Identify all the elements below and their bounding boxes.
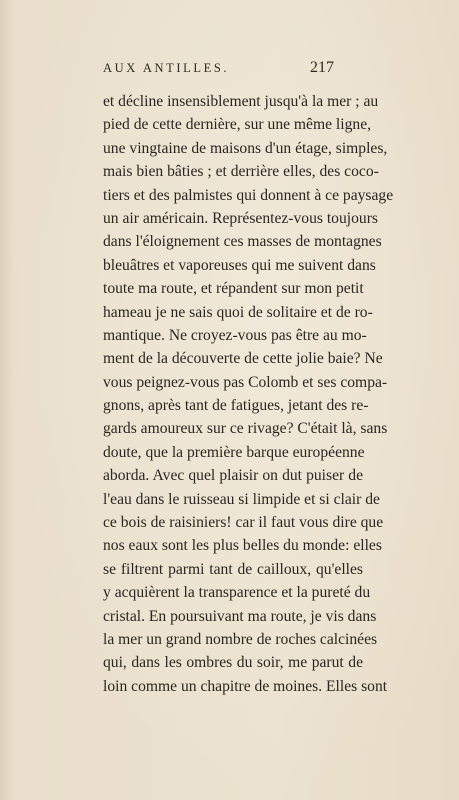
text-line: ment de la découverte de cette jolie baie? Ne: [103, 350, 383, 368]
text-line: loin comme un chapitre de moines. Elles sont: [103, 677, 388, 695]
text-line: nos eaux sont les plus belles du monde: elles: [103, 537, 382, 555]
text-line: mantique. Ne croyez-vous pas être au mo-: [103, 326, 367, 344]
text-line: qui, dans les ombres du soir, me parut de: [103, 654, 363, 672]
text-line: toute ma route, et répandent sur mon petit: [103, 280, 364, 298]
text-line: ce bois de raisiniers! car il faut vous dire que: [103, 514, 384, 532]
body-text: [103, 90, 394, 698]
text-line: et décline insensiblement jusqu'à la mer ; au: [103, 93, 379, 110]
text-line: la mer un grand nombre de roches calcinées: [103, 630, 378, 648]
text-line: gards amoureux sur ce rivage? C'était là, sans: [103, 420, 388, 438]
text-line: une vingtaine de maisons d'un étage, simples,: [103, 139, 388, 157]
page-number: 217: [310, 59, 334, 76]
running-head: AUX ANTILLES.: [103, 61, 230, 75]
text-line: mais bien bâties ; et derrière elles, des coco-: [103, 163, 379, 181]
text-line: aborda. Avec quel plaisir on dut puiser de: [103, 467, 363, 485]
text-line: se filtrent parmi tant de cailloux, qu'elles: [103, 560, 363, 578]
text-line: doute, que la première barque européenne: [103, 443, 365, 461]
text-line: hameau je ne sais quoi de solitaire et de ro-: [103, 303, 373, 321]
text-line: vous peignez-vous pas Colomb et ses compa-: [103, 373, 388, 391]
text-line: cristal. En poursuivant ma route, je vis dans: [103, 607, 377, 625]
text-line: y acquièrent la transparence et la pureté du: [103, 584, 371, 602]
text-line: gnons, après tant de fatigues, jetant des re-: [103, 397, 369, 415]
text-line: l'eau dans le ruisseau si limpide et si clair de: [103, 490, 380, 508]
text-line: un air américain. Représentez-vous toujours: [103, 209, 378, 227]
text-line: bleuâtres et vaporeuses qui me suivent dans: [103, 256, 376, 274]
text-line: tiers et des palmistes qui donnent à ce paysage: [103, 186, 394, 204]
text-line: pied de cette dernière, sur une même ligne,: [103, 116, 372, 134]
page-header: [0, 61, 459, 81]
text-line: dans l'éloignement ces masses de montagnes: [103, 233, 382, 251]
